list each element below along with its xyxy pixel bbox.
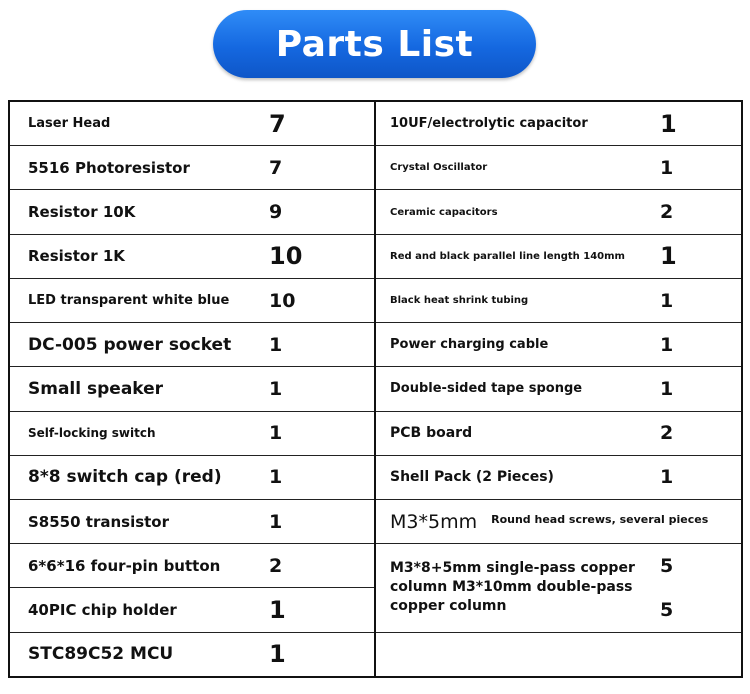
table-row (9, 234, 742, 278)
part-name-with-note (375, 499, 742, 543)
part-name: Laser Head (9, 101, 267, 146)
part-name: LED transparent white blue (9, 278, 267, 322)
part-qty: 2 (660, 411, 742, 455)
part-qty: 1 (267, 632, 375, 677)
part-note: Round head screws, several pieces (491, 512, 709, 526)
part-name: Resistor 1K (9, 234, 267, 278)
part-qty: 2 (267, 544, 375, 588)
part-name: Resistor 10K (9, 190, 267, 234)
part-qty: 1 (267, 455, 375, 499)
part-qty: 1 (267, 499, 375, 543)
part-qty: 1 (660, 367, 742, 411)
part-qty: 1 (267, 411, 375, 455)
part-name: 10UF/electrolytic capacitor (375, 101, 660, 146)
part-qty: 9 (267, 190, 375, 234)
table-row (9, 101, 742, 146)
table-row (9, 367, 742, 411)
table-row (9, 499, 742, 543)
part-qty: 1 (660, 278, 742, 322)
empty-cell (375, 632, 742, 677)
part-qty: 7 (267, 101, 375, 146)
part-name: 8*8 switch cap (red) (9, 455, 267, 499)
part-qty: 1 (267, 367, 375, 411)
table-row (9, 632, 742, 677)
part-name: DC-005 power socket (9, 323, 267, 367)
part-name: 5516 Photoresistor (9, 146, 267, 190)
page-title: Parts List (275, 23, 474, 65)
table-row (9, 455, 742, 499)
part-name: M3*8+5mm single-pass copper column M3*10mm double-pass copper column (375, 544, 660, 632)
table-row (9, 544, 742, 588)
part-name: Self-locking switch (9, 411, 267, 455)
table-row (9, 411, 742, 455)
part-name: Power charging cable (375, 323, 660, 367)
part-name: Black heat shrink tubing (375, 278, 660, 322)
parts-table (8, 100, 743, 678)
part-name: 6*6*16 four-pin button (9, 544, 267, 588)
part-qty: 1 (660, 101, 742, 146)
part-name: Red and black parallel line length 140mm (375, 234, 660, 278)
part-qty: 1 (267, 323, 375, 367)
part-qty: 1 (660, 455, 742, 499)
part-name: PCB board (375, 411, 660, 455)
part-qty: 2 (660, 190, 742, 234)
part-name: 40PIC chip holder (9, 588, 267, 632)
part-name: Crystal Oscillator (375, 146, 660, 190)
part-name: S8550 transistor (9, 499, 267, 543)
part-qty: 1 (267, 588, 375, 632)
part-qty: 10 (267, 234, 375, 278)
part-qty: 1 (660, 146, 742, 190)
part-qty: 5 (660, 555, 674, 578)
part-name: M3*5mm (390, 510, 478, 533)
part-name: Double-sided tape sponge (375, 367, 660, 411)
title-banner (213, 10, 536, 78)
part-qty: 7 (267, 146, 375, 190)
part-name: Small speaker (9, 367, 267, 411)
table-row (9, 323, 742, 367)
table-row (9, 146, 742, 190)
part-qty: 10 (267, 278, 375, 322)
part-qty: 1 (660, 323, 742, 367)
table-row (9, 278, 742, 322)
part-qty: 5 (660, 588, 742, 632)
table-row (9, 190, 742, 234)
part-name: Ceramic capacitors (375, 190, 660, 234)
part-name: Shell Pack (2 Pieces) (375, 455, 660, 499)
part-qty: 1 (660, 234, 742, 278)
part-name: STC89C52 MCU (28, 644, 174, 665)
